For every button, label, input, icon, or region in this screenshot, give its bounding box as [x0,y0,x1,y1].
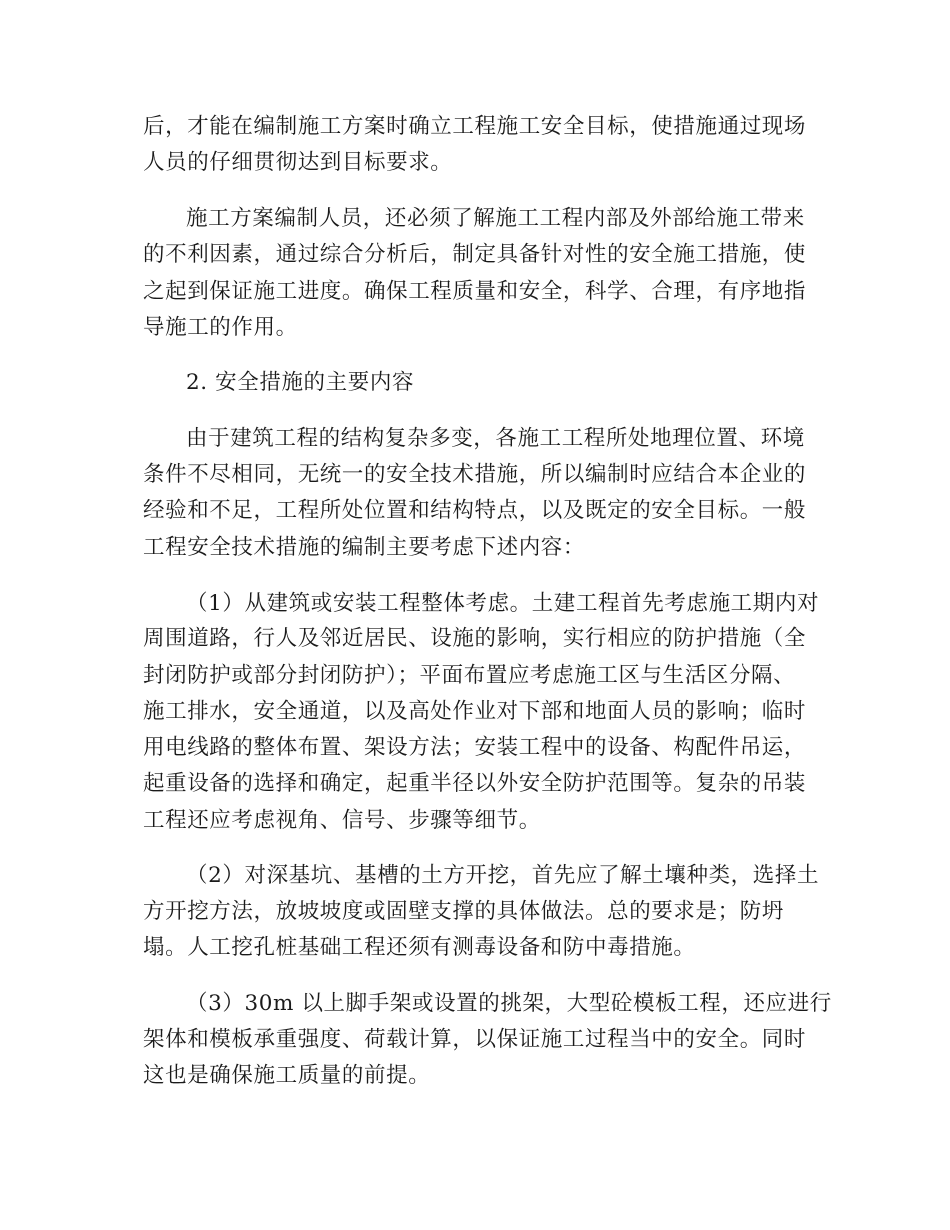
text-line: 人员的仔细贯彻达到目标要求。 [143,150,453,175]
text-line: 塌。人工挖孔桩基础工程还须有测毒设备和防中毒措施。 [143,935,696,960]
text-line: 施工排水，安全通道，以及高处作业对下部和地面人员的影响；临时 [143,699,807,724]
text-line: 导施工的作用。 [143,315,298,340]
text-line: 封闭防护或部分封闭防护）；平面布置应考虑施工区与生活区分隔、 [143,663,796,688]
text-line: 的不利因素，通过综合分析后，制定具备针对性的安全施工措施，使 [143,242,807,267]
text-line: 这也是确保施工质量的前提。 [143,1063,431,1088]
text-line: 架体和模板承重强度、荷载计算，以保证施工过程当中的安全。同时 [143,1027,807,1052]
text-line: 用电线路的整体布置、架设方法；安装工程中的设备、构配件吊运， [143,735,807,760]
text-line: （1）从建筑或安装工程整体考虑。土建工程首先考虑施工期内对 [186,591,820,616]
text-line: 由于建筑工程的结构复杂多变，各施工工程所处地理位置、环境 [186,426,805,451]
text-line: 条件不尽相同，无统一的安全技术措施，所以编制时应结合本企业的 [143,462,807,487]
text-line: 起重设备的选择和确定，起重半径以外安全防护范围等。复杂的吊装 [143,771,807,796]
text-line: 之起到保证施工进度。确保工程质量和安全，科学、合理，有序地指 [143,279,807,304]
text-line: 工程安全技术措施的编制主要考虑下述内容： [143,535,586,560]
text-line: （3）30m 以上脚手架或设置的挑架，大型砼模板工程，还应进行 [186,991,832,1016]
text-line: 周围道路，行人及邻近居民、设施的影响，实行相应的防护措施（全 [143,626,807,651]
text-line: （2）对深基坑、基槽的土方开挖，首先应了解土壤种类，选择土 [186,863,820,888]
text-line: 后，才能在编制施工方案时确立工程施工安全目标，使措施通过现场 [143,114,807,139]
text-line: 经验和不足，工程所处位置和结构特点，以及既定的安全目标。一般 [143,498,807,523]
section-heading: 2. 安全措施的主要内容 [186,370,415,395]
text-line: 工程还应考虑视角、信号、步骤等细节。 [143,808,541,833]
text-line: 施工方案编制人员，还必须了解施工工程内部及外部给施工带来 [186,206,805,231]
text-line: 方开挖方法，放坡坡度或固壁支撑的具体做法。总的要求是；防坍 [143,899,784,924]
